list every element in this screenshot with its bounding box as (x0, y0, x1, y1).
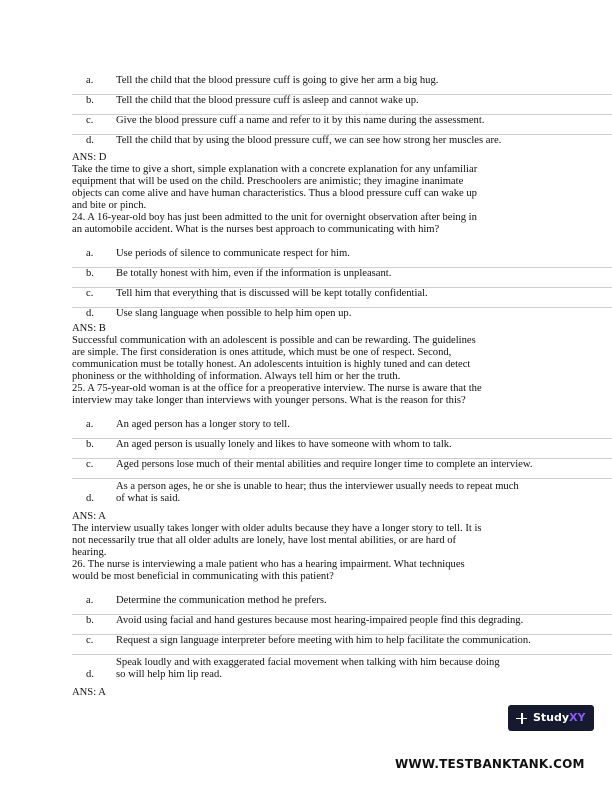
q26-answer-block (72, 687, 552, 699)
q24-option-d[interactable] (72, 308, 612, 324)
option-letter: b. (86, 615, 94, 626)
q24-option-b[interactable] (72, 268, 612, 288)
option-text: Avoid using facial and hand gestures because most hearing-impaired people find this degrading. (116, 615, 524, 626)
option-text: Aged persons lose much of their mental abilities and require longer time to complete an interview. (116, 459, 533, 470)
option-letter: d. (86, 669, 94, 680)
option-text: Use slang language when possible to help him open up. (116, 308, 352, 319)
option-letter: c. (86, 115, 94, 126)
rationale-line: objects can come alive and have human characteristics. Thus a blood pressure cuff can wake up (72, 188, 477, 199)
q23-option-a[interactable] (72, 75, 612, 95)
option-text: Tell the child that the blood pressure cuff is asleep and cannot wake up. (116, 95, 419, 106)
q26-option-a[interactable] (72, 595, 612, 615)
q23-option-b[interactable] (72, 95, 612, 115)
option-text: Determine the communication method he prefers. (116, 595, 327, 606)
question-stem-line: 24. A 16-year-old boy has just been admitted to the unit for overnight observation after being in (72, 212, 477, 223)
option-letter: a. (86, 75, 94, 86)
answer-label: ANS: B (72, 323, 106, 334)
rationale-line: Take the time to give a short, simple explanation with a concrete explanation for any unfamiliar (72, 164, 478, 175)
answer-label: ANS: A (72, 687, 106, 698)
option-letter: b. (86, 268, 94, 279)
brand-accent: XY (569, 711, 586, 724)
option-text: As a person ages, he or she is unable to hear; thus the interviewer usually needs to repeat much of what is said. (116, 481, 519, 504)
q24-answer-block (72, 323, 552, 407)
rationale-line: Successful communication with an adolescent is possible and can be rewarding. The guidelines (72, 335, 476, 346)
q23-answer-block (72, 152, 552, 236)
option-text: Tell the child that the blood pressure cuff is going to give her arm a big hug. (116, 75, 439, 86)
option-text: Request a sign language interpreter before meeting with him to help facilitate the communication. (116, 635, 531, 646)
brand-main: Study (533, 711, 570, 724)
option-letter: c. (86, 288, 94, 299)
option-letter: d. (86, 135, 94, 146)
option-text: Speak loudly and with exaggerated facial movement when talking with him because doing so will help him lip read. (116, 657, 500, 680)
rationale-line: The interview usually takes longer with older adults because they have a longer story to tell. It is (72, 523, 482, 534)
rationale-line: equipment that will be used on the child. Preschoolers are animistic; they imagine inanimate (72, 176, 464, 187)
rationale-line: hearing. (72, 547, 107, 558)
q26-option-c[interactable] (72, 635, 612, 655)
option-text: An aged person has a longer story to tell. (116, 419, 290, 430)
q26-option-b[interactable] (72, 615, 612, 635)
rationale-line: not necessarily true that all older adults are lonely, have lost mental abilities, or are hard of (72, 535, 457, 546)
q23-option-c[interactable] (72, 115, 612, 135)
option-text: Tell the child that by using the blood pressure cuff, we can see how strong her muscles are. (116, 135, 502, 146)
answer-label: ANS: D (72, 152, 107, 163)
option-letter: d. (86, 493, 94, 504)
question-stem-line: 25. A 75-year-old woman is at the office for a preoperative interview. The nurse is aware that the (72, 383, 482, 394)
option-letter: a. (86, 248, 94, 259)
option-text: Be totally honest with him, even if the information is unpleasant. (116, 268, 392, 279)
option-text: An aged person is usually lonely and likes to have someone with whom to talk. (116, 439, 452, 450)
option-letter: b. (86, 439, 94, 450)
q25-option-c[interactable] (72, 459, 612, 479)
option-letter: a. (86, 419, 94, 430)
studyxy-logo[interactable] (508, 705, 594, 731)
rationale-line: communication must be totally honest. An adolescents intuition is highly tuned and can detect (72, 359, 471, 370)
answer-label: ANS: A (72, 511, 106, 522)
question-stem-line: would be most beneficial in communicating with this patient? (72, 571, 334, 582)
q24-option-a[interactable] (72, 248, 612, 268)
option-text: Tell him that everything that is discussed will be kept totally confidential. (116, 288, 428, 299)
question-stem-line: interview may take longer than interviews with younger persons. What is the reason for this? (72, 395, 466, 406)
rationale-line: are simple. The first consideration is ones attitude, which must be one of respect. Second, (72, 347, 452, 358)
q25-option-a[interactable] (72, 419, 612, 439)
footer-url: WWW.TESTBANKTANK.COM (395, 757, 585, 771)
question-stem-line: 26. The nurse is interviewing a male patient who has a hearing impairment. What techniques (72, 559, 465, 570)
option-letter: a. (86, 595, 94, 606)
option-letter: b. (86, 95, 94, 106)
option-letter: c. (86, 635, 94, 646)
q24-option-c[interactable] (72, 288, 612, 308)
option-letter: c. (86, 459, 94, 470)
plus-icon (516, 713, 527, 724)
rationale-line: and bite or pinch. (72, 200, 147, 211)
option-letter: d. (86, 308, 94, 319)
q26-option-d[interactable] (72, 657, 612, 685)
option-text: Use periods of silence to communicate respect for him. (116, 248, 350, 259)
rationale-line: phoniness or the withholding of information. Always tell him or her the truth. (72, 371, 401, 382)
q25-option-d[interactable] (72, 481, 612, 509)
q25-answer-block (72, 511, 552, 583)
q25-option-b[interactable] (72, 439, 612, 459)
option-text: Give the blood pressure cuff a name and refer to it by this name during the assessment. (116, 115, 485, 126)
question-stem-line: an automobile accident. What is the nurses best approach to communicating with him? (72, 224, 440, 235)
